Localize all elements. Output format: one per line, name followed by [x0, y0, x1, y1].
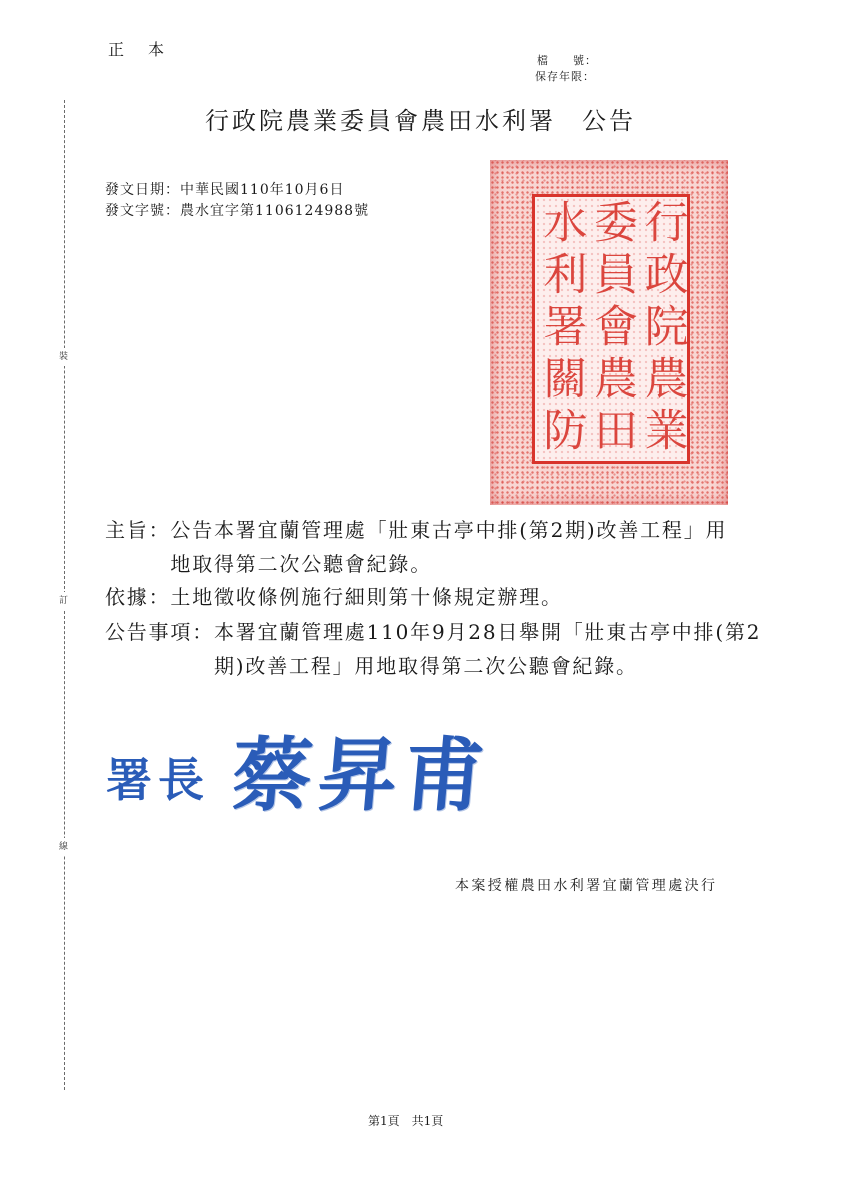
- announcement-text: [214, 615, 761, 683]
- announcement-line: 期)改善工程」用地取得第二次公聽會紀錄。: [214, 654, 638, 678]
- basis-text: [170, 580, 562, 614]
- subject-label: 主旨：: [105, 518, 171, 542]
- binding-mark-bind: 裝: [59, 348, 68, 366]
- seal-column: 水利署關防: [535, 199, 587, 459]
- issue-reference-label: 發文字號：: [105, 203, 180, 219]
- signature-name: 蔡昇甫: [227, 728, 495, 822]
- issue-date: [105, 180, 344, 200]
- issue-reference: [105, 201, 369, 221]
- page-number: 第1頁 共1頁: [368, 1114, 444, 1128]
- delegation-note: 本案授權農田水利署宜蘭管理處決行: [455, 878, 718, 894]
- basis-item: [105, 580, 563, 614]
- issue-date-label: 發文日期：: [105, 182, 180, 198]
- subject-line: 公告本署宜蘭管理處「壯東古亭中排(第2期)改善工程」用: [170, 518, 728, 542]
- announcement-label: 公告事項：: [105, 620, 214, 644]
- seal-column: 委員會農田: [585, 199, 637, 459]
- announcement-item: [105, 615, 761, 683]
- document-title: [205, 106, 636, 136]
- official-seal: [490, 160, 728, 505]
- signature-title: 署長: [106, 753, 210, 807]
- subject-text: [170, 513, 727, 581]
- binding-mark-staple: 訂: [59, 592, 68, 610]
- basis-line: 土地徵收條例施行細則第十條規定辦理。: [170, 585, 563, 609]
- issue-reference-value: 農水宜字第1106124988號: [180, 203, 370, 219]
- copy-type-label: 正 本: [108, 40, 169, 59]
- agency-name: 行政院農業委員會農田水利署: [205, 107, 556, 135]
- subject-item: [105, 513, 727, 581]
- document-type: 公告: [582, 107, 636, 135]
- subject-line: 地取得第二次公聽會紀錄。: [170, 552, 433, 576]
- binding-mark-line: 線: [59, 838, 68, 856]
- basis-label: 依據：: [105, 585, 171, 609]
- seal-inner-frame: [532, 194, 690, 464]
- retention-period-label: 保存年限：: [535, 70, 595, 83]
- announcement-line: 本署宜蘭管理處110年9月28日舉開「壯東古亭中排(第2: [214, 620, 762, 644]
- issue-date-value: 中華民國110年10月6日: [180, 182, 345, 198]
- seal-column: 行政院農業: [636, 199, 688, 459]
- file-number-label: 檔 號：: [537, 54, 597, 67]
